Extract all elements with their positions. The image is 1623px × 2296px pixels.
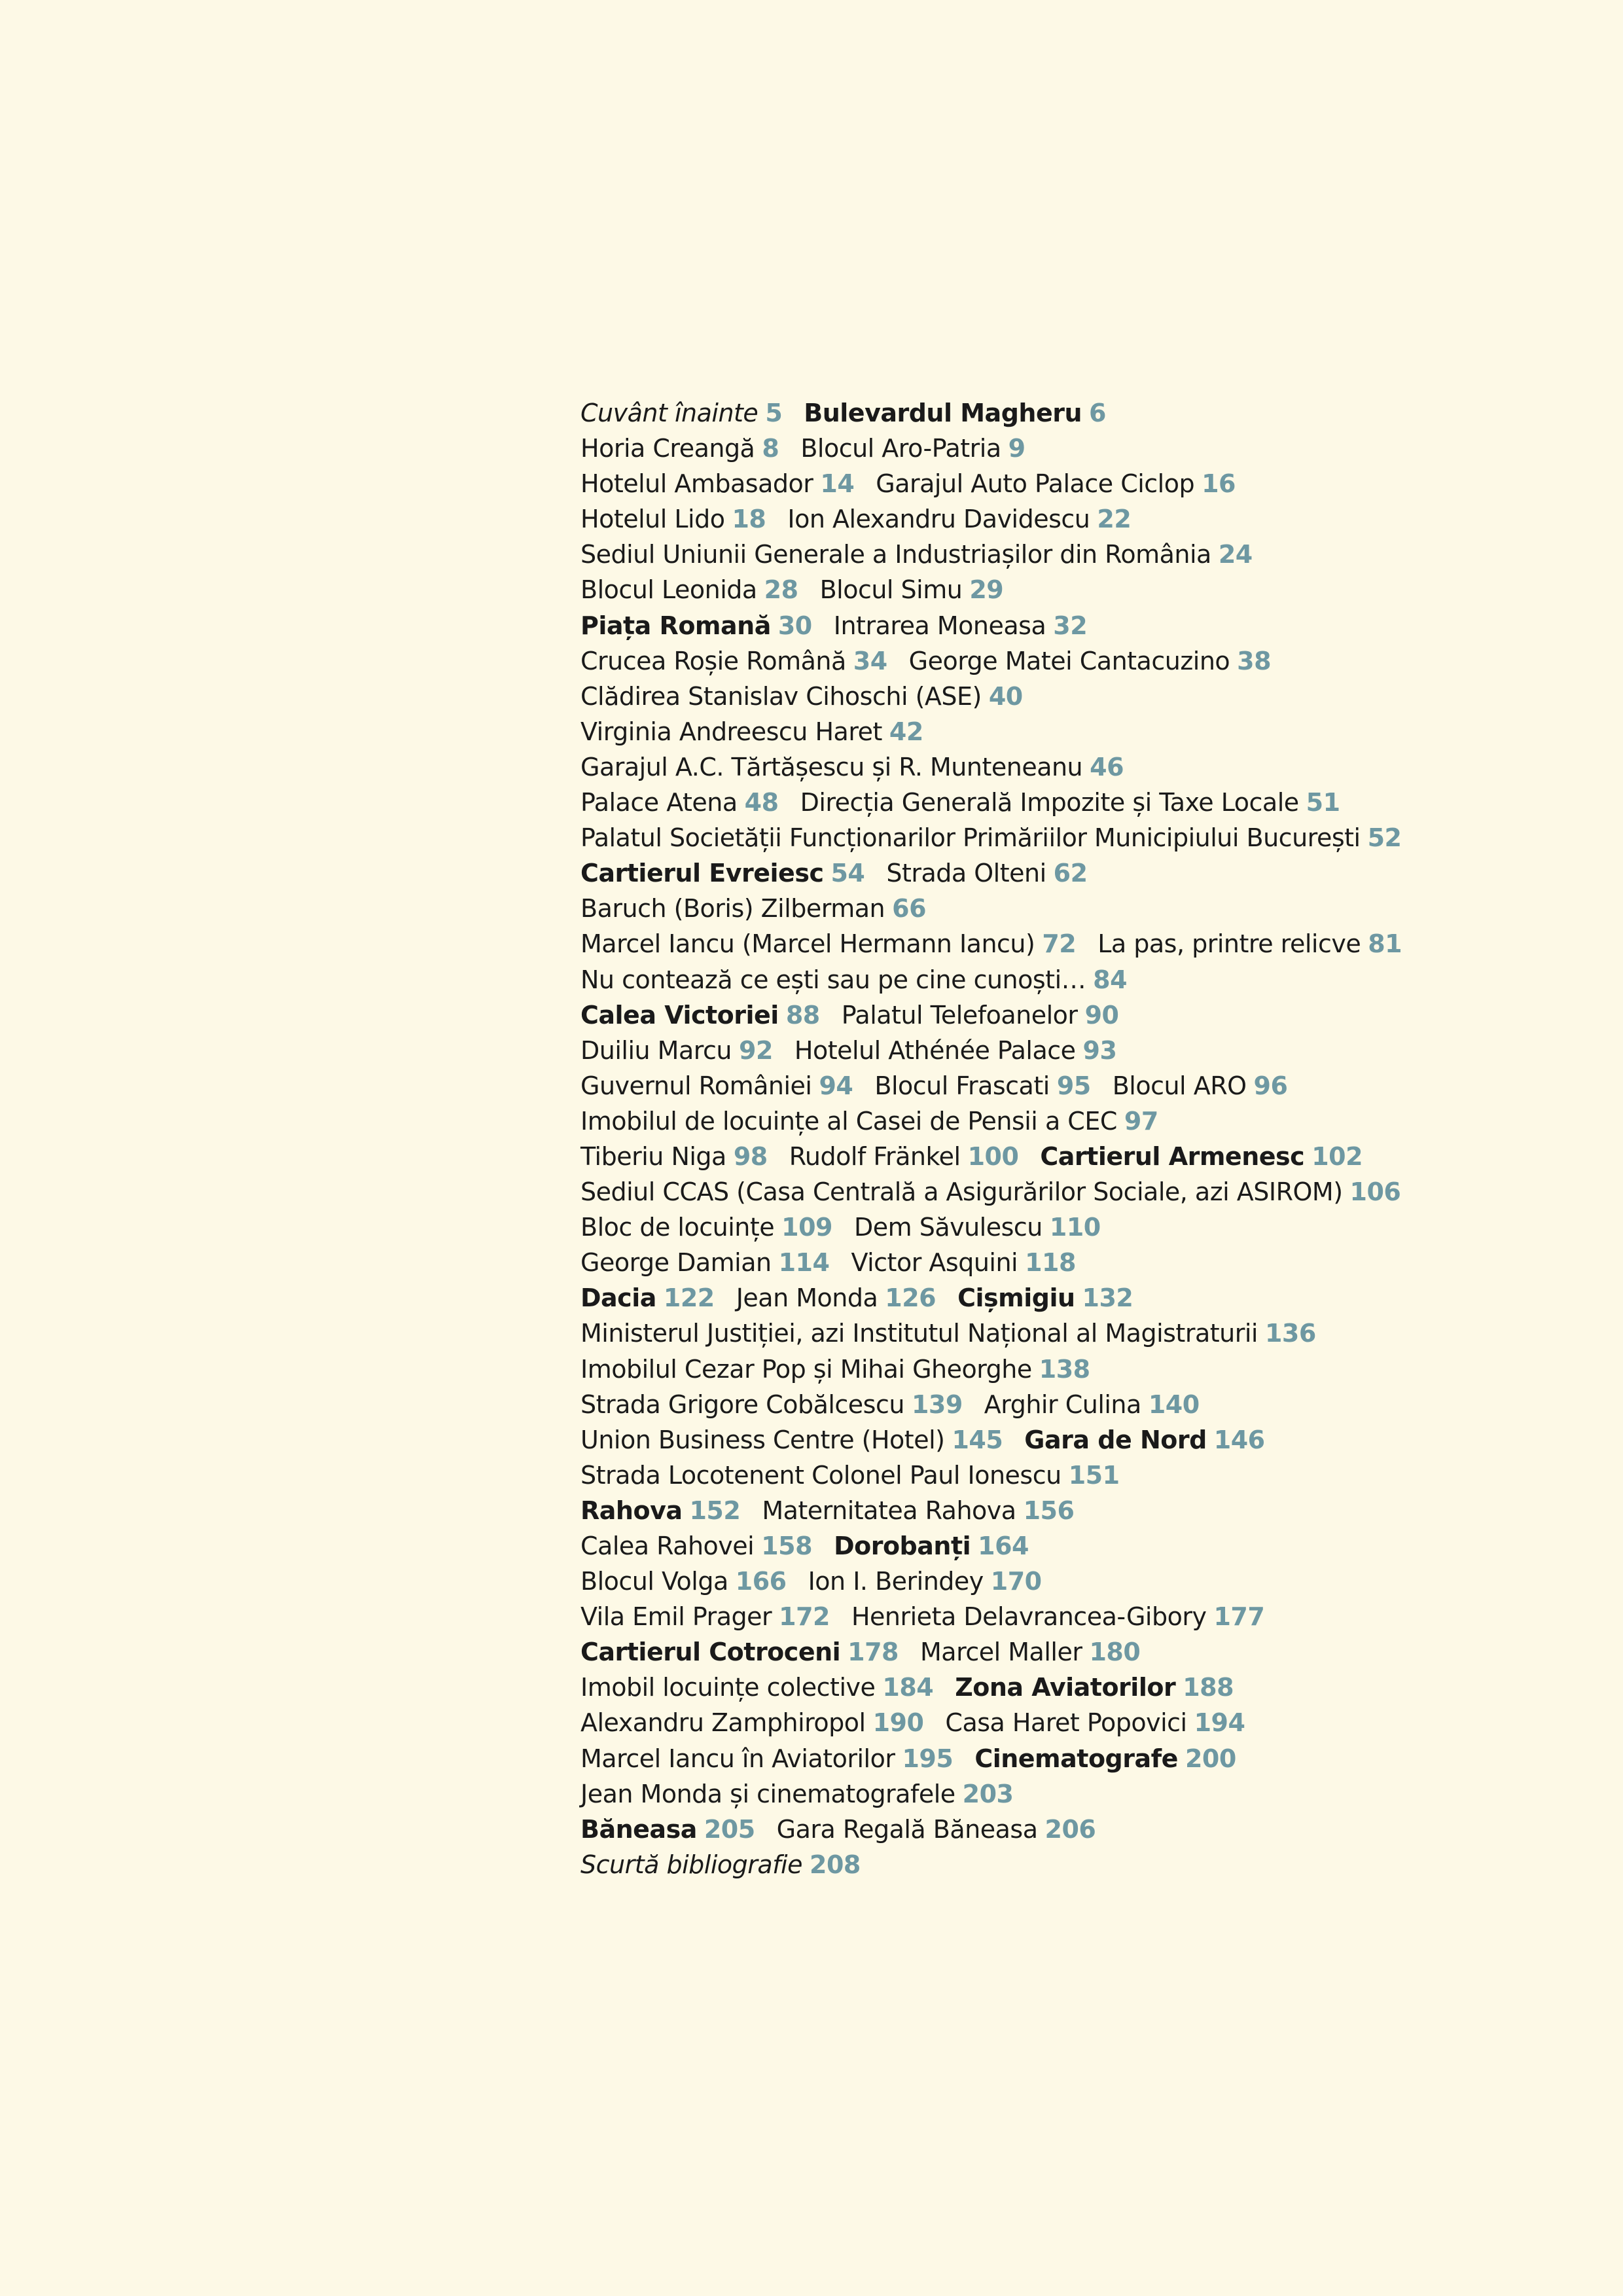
toc-page-number: 66 [892,894,927,924]
toc-page-number: 94 [819,1071,853,1100]
toc-entry-title: Henrieta Delavrancea-Gibory [851,1602,1207,1632]
toc-page-number: 97 [1124,1106,1158,1136]
toc-line [580,501,1601,537]
toc-page-number: 170 [990,1567,1042,1596]
toc-entry [851,1602,1264,1631]
toc-entry-title: Bloc de locuințe [580,1213,775,1242]
toc-section-entry [580,1001,820,1030]
toc-entry-title: Blocul Aro-Patria [800,434,1001,463]
toc-entry-title: Ion I. Berindey [808,1567,984,1596]
toc-entry-title: Ministerul Justiției, azi Institutul Național al Magistraturii [580,1319,1258,1348]
toc-page-number: 81 [1368,929,1402,959]
toc-page-number: 132 [1082,1283,1133,1313]
toc-entry [580,1107,1158,1136]
toc-entry [1113,1071,1288,1100]
toc-entry [800,788,1340,817]
toc-entry [580,894,926,923]
toc-page-number: 205 [704,1814,755,1844]
toc-entry [777,1815,1096,1844]
toc-page-number: 16 [1202,469,1236,499]
toc-entry-title: Tiberiu Niga [580,1141,726,1171]
toc-entry [789,1142,1019,1171]
toc-entry [580,1142,768,1171]
toc-entry [580,1071,853,1100]
toc-entry [580,682,1023,711]
toc-entry-title: Arghir Culina [984,1390,1141,1419]
toc-line [580,1670,1601,1705]
toc-entry-title: Crucea Roșie Română [580,646,846,675]
toc-page-number: 52 [1367,823,1402,853]
toc-entry [580,823,1401,852]
toc-line [580,926,1601,961]
toc-line [580,1387,1601,1422]
toc-line [580,1705,1601,1740]
toc-entry-title: Cartierul Cotroceni [580,1638,841,1667]
toc-line [580,1352,1601,1387]
toc-page-number: 114 [778,1248,830,1278]
toc-section-entry [1024,1426,1264,1454]
toc-line [580,1316,1601,1351]
toc-page-number: 126 [885,1283,936,1313]
toc-line [580,395,1601,431]
toc-entry-title: Direcția Generală Impozite și Taxe Locale [800,788,1299,817]
toc-line [580,1033,1601,1068]
toc-entry-title: Dorobanți [834,1532,971,1560]
toc-entry [580,1390,963,1419]
toc-line [580,1280,1601,1316]
toc-line [580,572,1601,607]
toc-page-number: 184 [882,1673,934,1702]
toc-entry-title: Calea Victoriei [580,1000,779,1030]
toc-entry-title: Intrarea Moneasa [833,611,1046,640]
toc-entry-title: Zona Aviatorilor [955,1673,1176,1702]
toc-section-entry [580,611,812,640]
toc-entry [580,1036,773,1065]
toc-entry-title: Baruch (Boris) Zilberman [580,894,885,924]
toc-page-number: 139 [911,1390,963,1419]
toc-entry-title: Garajul A.C. Tărtășescu și R. Munteneanu [580,752,1083,781]
toc-line [580,1174,1601,1210]
toc-line [580,1812,1601,1847]
toc-entry [834,611,1087,640]
toc-entry [580,1850,861,1879]
toc-entry-title: Clădirea Stanislav Cihoschi (ASE) [580,681,982,711]
toc-entry-title: Scurtă bibliografie [580,1850,802,1879]
toc-page-number: 110 [1049,1213,1101,1242]
toc-entry-title: Blocul Simu [819,575,963,605]
toc-line [580,1210,1601,1245]
toc-entry-title: Maternitatea Rahova [762,1496,1016,1525]
toc-entry [580,540,1253,569]
toc-entry-title: Sediul CCAS (Casa Centrală a Asigurărilor Sociale, azi ASIROM) [580,1177,1343,1207]
toc-entry [736,1283,936,1312]
toc-entry-title: Imobilul de locuințe al Casei de Pensii a CEC [580,1106,1117,1136]
toc-entry [794,1036,1117,1065]
toc-page-number: 84 [1093,965,1128,994]
toc-page-number: 146 [1213,1425,1265,1454]
toc-entry [886,859,1087,888]
toc-page-number: 93 [1082,1035,1117,1065]
toc-entry [580,469,854,498]
toc-entry-title: Hotelul Ambasador [580,469,813,499]
toc-line [580,1422,1601,1458]
toc-entry [580,647,887,675]
toc-page-number: 136 [1264,1319,1316,1348]
toc-entry [580,753,1124,781]
toc-line [580,608,1601,643]
toc-entry [580,505,766,533]
toc-line [580,679,1601,714]
toc-page-number: 28 [764,575,798,605]
toc-page-number: 122 [663,1283,715,1313]
toc-entry-title: Blocul ARO [1112,1071,1247,1100]
toc-page-number: 180 [1089,1638,1141,1667]
toc-entry-title: Bulevardul Magheru [804,399,1082,427]
toc-line [580,1068,1601,1103]
toc-line [580,1245,1601,1280]
toc-page-number: 195 [902,1744,954,1773]
toc-page-number: 88 [785,1000,820,1030]
toc-entry [580,434,779,463]
toc-line [580,855,1601,891]
toc-entry [580,1426,1003,1454]
toc-entry [984,1390,1200,1419]
toc-page-number: 100 [967,1141,1019,1171]
toc-entry-title: Dacia [580,1283,656,1313]
toc-line [580,466,1601,501]
toc-entry [580,1673,933,1702]
toc-page-number: 158 [761,1532,813,1560]
toc-line [580,537,1601,572]
toc-line [580,1599,1601,1634]
toc-section-entry [580,1496,740,1525]
toc-entry-title: Cișmigiu [957,1283,1075,1313]
toc-page-number: 178 [847,1638,899,1667]
toc-page-number: 140 [1148,1390,1200,1419]
toc-entry-title: Jean Monda [736,1283,878,1313]
toc-entry-title: Gara Regală Băneasa [776,1814,1038,1844]
toc-entry-title: Imobilul Cezar Pop și Mihai Gheorghe [580,1354,1032,1384]
toc-page-number: 145 [952,1425,1003,1454]
toc-entry [580,1248,829,1277]
toc-entry-title: Blocul Leonida [580,575,757,605]
toc-page-number: 14 [820,469,855,499]
toc-entry-title: Rahova [580,1496,683,1525]
toc-entry-title: Alexandru Zamphiropol [580,1708,866,1738]
toc-entry [851,1248,1076,1277]
toc-line [580,1103,1601,1139]
toc-page-number: 194 [1194,1708,1245,1738]
toc-line [580,1139,1601,1174]
toc-entry-title: Blocul Volga [580,1567,728,1596]
toc-section-entry [580,1283,715,1312]
toc-page-number: 22 [1097,505,1132,534]
toc-entry-title: Cartierul Armenesc [1040,1141,1305,1171]
toc-entry-title: Casa Haret Popovici [945,1708,1187,1738]
toc-page-number: 208 [810,1850,861,1879]
toc-entry-title: Marcel Iancu în Aviatorilor [580,1744,895,1773]
toc-line [580,749,1601,785]
toc-line [580,1493,1601,1528]
toc-entry [820,575,1004,604]
toc-entry-title: Nu contează ce ești sau pe cine cunoști… [580,965,1086,994]
toc-entry [580,1708,923,1737]
toc-entry-title: Rudolf Fränkel [789,1141,961,1171]
toc-entry-title: Cuvânt înainte [580,399,758,427]
toc-entry [580,575,798,604]
toc-line [580,431,1601,466]
toc-line [580,714,1601,749]
toc-entry [800,434,1025,463]
toc-entry-title: Dem Săvulescu [853,1213,1043,1242]
toc-line [580,1741,1601,1776]
toc-section-entry [1040,1142,1363,1171]
toc-entry-title: Garajul Auto Palace Ciclop [876,469,1195,499]
toc-page-number: 40 [988,681,1023,711]
toc-entry [580,1602,830,1631]
toc-line [580,1564,1601,1599]
toc-page-number: 166 [735,1567,787,1596]
toc-page-number: 48 [744,788,779,817]
toc-entry-title: Virginia Andreescu Haret [580,717,882,746]
toc-section-entry [580,1815,755,1844]
toc-line [580,997,1601,1033]
toc-entry-title: Hotelul Athénée Palace [794,1035,1076,1065]
toc-line [580,1634,1601,1670]
toc-entry-title: Hotelul Lido [580,505,725,534]
toc-entry [580,1744,953,1773]
toc-line [580,820,1601,855]
toc-entry-title: Ion Alexandru Davidescu [787,505,1090,534]
toc-entry [920,1638,1140,1666]
toc-entry-title: Marcel Maller [920,1638,1082,1667]
toc-page-number: 5 [765,399,783,427]
toc-section-entry [957,1283,1133,1312]
toc-line [580,785,1601,820]
toc-page-number: 54 [830,859,865,888]
toc-page-number: 206 [1044,1814,1096,1844]
toc-page-number: 38 [1237,646,1272,675]
toc-line [580,1528,1601,1564]
toc-entry-title: Horia Creangă [580,434,755,463]
toc-entry-title: Gara de Nord [1024,1425,1207,1454]
toc-page-number: 9 [1008,434,1026,463]
toc-page-number: 6 [1089,399,1106,427]
toc-entry-title: George Matei Cantacuzino [908,646,1230,675]
toc-entry [854,1213,1101,1242]
toc-line [580,1458,1601,1493]
toc-entry [909,647,1271,675]
toc-line [580,643,1601,679]
toc-entry-title: La pas, printre relicve [1097,929,1361,959]
toc-line [580,1847,1601,1882]
toc-line [580,962,1601,997]
toc-entry-title: Piața Romană [580,611,771,640]
toc-entry [876,469,1236,498]
toc-entry [842,1001,1119,1030]
toc-entry-title: Duiliu Marcu [580,1035,732,1065]
toc-entry-title: Vila Emil Prager [580,1602,772,1632]
toc-entry-title: Strada Grigore Cobălcescu [580,1390,904,1419]
toc-entry [580,1532,812,1560]
toc-section-entry [580,1638,899,1666]
toc-page-number: 138 [1039,1354,1090,1384]
toc-page-number: 188 [1183,1673,1234,1702]
toc-page-number: 30 [777,611,812,640]
toc-entry [580,717,923,746]
toc-entry [762,1496,1074,1525]
toc-entry [580,1355,1090,1384]
toc-entry [787,505,1131,533]
toc-entry-title: Blocul Frascati [874,1071,1050,1100]
toc-section-entry [804,399,1106,427]
toc-page-number: 8 [762,434,779,463]
toc-entry [580,929,1076,958]
toc-entry [580,1567,787,1596]
toc-entry-title: Imobil locuințe colective [580,1673,876,1702]
toc-page-number: 106 [1349,1177,1401,1207]
toc-entry [580,1213,832,1242]
toc-page-number: 164 [978,1532,1029,1560]
toc-page-number: 172 [779,1602,830,1632]
toc-page-number: 46 [1090,752,1124,781]
toc-line [580,1776,1601,1812]
toc-entry-title: Sediul Uniunii Generale a Industriașilor din România [580,540,1211,569]
toc-section-entry [834,1532,1029,1560]
toc-entry-title: George Damian [580,1248,772,1278]
toc-entry [580,1319,1316,1348]
toc-page-number: 102 [1311,1141,1363,1171]
toc-entry [580,1461,1120,1490]
toc-entry [580,399,782,427]
toc-page-number: 156 [1023,1496,1075,1525]
toc-entry-title: Strada Olteni [886,859,1046,888]
toc-page-number: 32 [1053,611,1088,640]
toc-page-number: 118 [1025,1248,1076,1278]
toc-page-number: 51 [1306,788,1340,817]
toc-entry-title: Strada Locotenent Colonel Paul Ionescu [580,1460,1061,1490]
toc-entry-title: Băneasa [580,1814,697,1844]
toc-page-number: 151 [1068,1460,1120,1490]
toc-entry [580,965,1127,994]
toc-page-number: 96 [1253,1071,1288,1100]
toc-entry [1097,929,1402,958]
toc-entry [580,788,779,817]
toc-page-number: 190 [872,1708,924,1738]
toc-page-number: 18 [732,505,766,534]
toc-entry-title: Marcel Iancu (Marcel Hermann Iancu) [580,929,1035,959]
toc-entry [580,1177,1400,1206]
toc-entry-title: Cartierul Evreiesc [580,859,824,888]
toc-page-number: 24 [1218,540,1253,569]
toc-entry-title: Palace Atena [580,788,738,817]
toc-page-number: 200 [1185,1744,1236,1773]
toc-page-number: 109 [781,1213,832,1242]
toc-entry [580,1780,1014,1808]
toc-page-number: 203 [962,1779,1014,1808]
toc-entry-title: Palatul Societății Funcționarilor Primăriilor Municipiului București [580,823,1361,853]
toc-entry-title: Victor Asquini [851,1248,1018,1278]
toc-line [580,891,1601,926]
toc-entry-title: Guvernul României [580,1071,812,1100]
toc-page-number: 152 [689,1496,741,1525]
toc-page-number: 177 [1213,1602,1265,1632]
toc-section-entry [955,1673,1234,1702]
toc-entry-title: Cinematografe [974,1744,1178,1773]
table-of-contents [580,395,1601,1882]
toc-page-number: 34 [853,646,887,675]
toc-entry [808,1567,1042,1596]
toc-entry-title: Palatul Telefoanelor [841,1000,1078,1030]
toc-section-entry [974,1744,1236,1773]
toc-entry-title: Calea Rahovei [580,1532,755,1560]
toc-entry-title: Jean Monda și cinematografele [580,1779,955,1808]
toc-entry [874,1071,1090,1100]
toc-page-number: 90 [1084,1000,1119,1030]
toc-entry [945,1708,1245,1737]
toc-page-number: 95 [1056,1071,1091,1100]
toc-page-number: 72 [1042,929,1077,959]
toc-page-number: 92 [739,1035,773,1065]
toc-page-number: 29 [969,575,1004,605]
toc-section-entry [580,859,865,888]
toc-page-number: 42 [889,717,923,746]
toc-page-number: 62 [1053,859,1088,888]
toc-page-number: 98 [733,1141,768,1171]
toc-entry-title: Union Business Centre (Hotel) [580,1425,945,1454]
